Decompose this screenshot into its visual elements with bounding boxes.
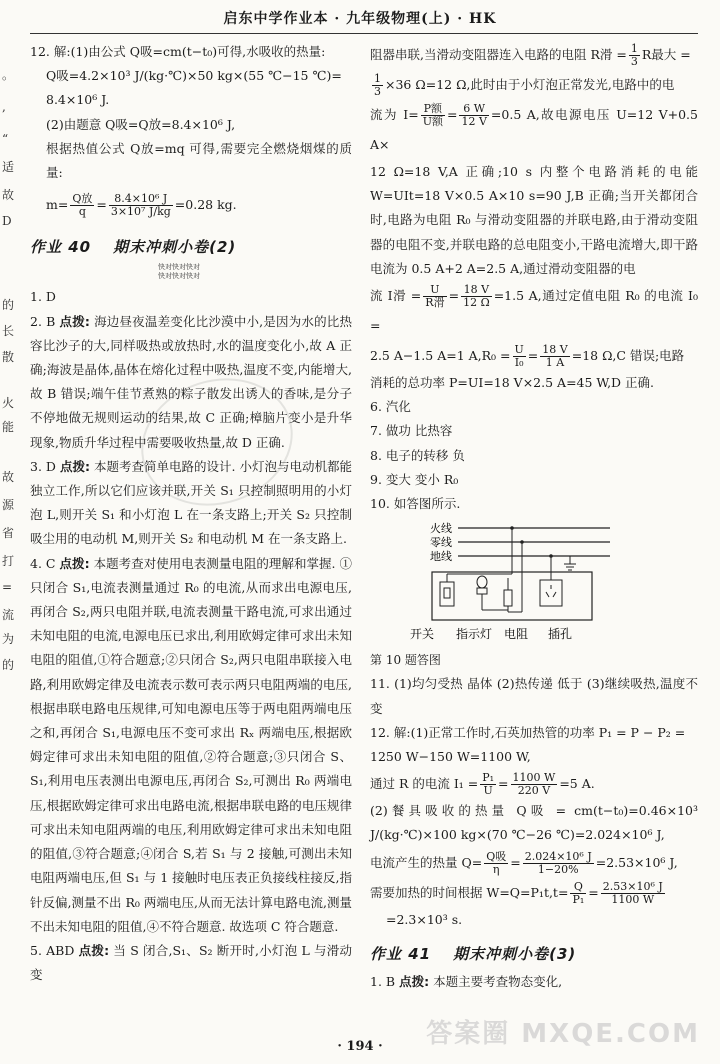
- fraction-numerator: P额: [421, 103, 445, 116]
- right-line: [370, 281, 698, 341]
- q12-line: 8.4×10⁶ J.: [46, 92, 110, 108]
- right-line: [370, 70, 698, 100]
- socket-pin: [553, 592, 556, 597]
- fraction-denominator: 12 V: [461, 115, 487, 128]
- section-title: 期末冲刺小卷(2): [113, 238, 237, 257]
- answer-12-line: [370, 878, 698, 908]
- text: =5 A.: [559, 776, 595, 792]
- lamp-base: [477, 588, 487, 594]
- figure-caption: 第 10 题答图: [370, 653, 441, 668]
- text: 电流产生的热量 Q=: [370, 854, 483, 870]
- right-line: [370, 100, 698, 160]
- edge-char: 省: [2, 526, 15, 540]
- tip-label: 点拨:: [59, 458, 90, 474]
- right-line: [370, 341, 698, 371]
- fraction-numerator: 1: [630, 42, 638, 55]
- answer-10: 10. 如答图所示.: [370, 496, 461, 512]
- edge-char: 能: [2, 420, 15, 434]
- wire-label-ground: 地线: [430, 550, 452, 564]
- junction: [520, 540, 524, 544]
- fraction-denominator: 220 V: [517, 784, 551, 798]
- header-rule: [30, 33, 698, 34]
- q12-line: 根据热值公式 Q放=mq 可得,需要完全燃烧烟煤的质量:: [46, 140, 352, 181]
- fraction-denominator: I₀: [514, 356, 524, 370]
- answer-number: 5. ABD: [30, 942, 75, 958]
- text: 阻器串联,当滑动变阻器连入电路的电阻 R滑 =: [370, 47, 627, 62]
- fraction-denominator: U: [483, 784, 493, 798]
- text: =: [498, 776, 509, 792]
- fraction: [513, 344, 526, 369]
- answer-41-1: [370, 970, 698, 994]
- formula-eq: =: [96, 197, 107, 213]
- switch-symbol: [440, 582, 454, 606]
- text: =: [448, 288, 460, 304]
- edge-char: 源: [2, 498, 15, 512]
- right-line: 消耗的总功率 P=UI=18 V×2.5 A=45 W,D 正确.: [370, 375, 655, 391]
- fraction-numerator: 1100 W: [512, 771, 556, 785]
- fraction-numerator: Q放: [72, 192, 93, 206]
- part-label-socket: 插孔: [548, 627, 573, 642]
- wire-label-neutral: 零线: [430, 536, 452, 550]
- section-note: 快对快对快对: [158, 272, 200, 281]
- tip-label: 点拨:: [59, 555, 90, 571]
- fraction-denominator: 12 Ω: [463, 296, 490, 310]
- left-column: [30, 40, 352, 987]
- fraction-denominator: P₁: [572, 892, 585, 906]
- junction: [549, 554, 553, 558]
- edge-char: 散: [2, 350, 15, 364]
- text: 需要加热的时间根据 W=Q=P₁t,t=: [370, 884, 569, 900]
- text: =: [447, 107, 458, 122]
- edge-char: 火: [2, 396, 15, 410]
- section-heading-41: [370, 942, 698, 966]
- edge-char: 的: [2, 658, 15, 672]
- answer-12-line: 12. 解:(1)正常工作时,石英加热管的功率 P₁ = P − P₂ =: [370, 724, 686, 740]
- tip-label: 点拨:: [59, 313, 90, 329]
- text: ×36 Ω=12 Ω,此时由于小灯泡正常发光,电路中的电: [385, 77, 675, 92]
- fraction: [570, 881, 586, 906]
- text: 流 I滑 =: [370, 288, 422, 304]
- section-label: 作业 41: [370, 944, 432, 963]
- edge-char: 打: [2, 554, 15, 568]
- answer-8: 8. 电子的转移 负: [370, 447, 465, 463]
- right-column: [370, 40, 698, 994]
- answer-text: 本题考查对使用电表测量电阻的理解和掌握. ①只闭合 S₁,电流表测量通过 R₀ 的电流,从而求出电源电压,再闭合 S₂,两只电阻并联,电流表测量干路电流,可求出通过未知电阻的电流,电源电压已求出,利用欧姆定律可求出未知电阻的阻值,①符合题意;②只闭合 S₂,两只电阻串联接入电路,利用欧姆定律及电流表示数可表示两只电阻两端的电压,根据串联电路电压规律,可知电源电压等于两电阻两端电压之和,再闭合 S₁,电源电压不变可求出 Rₓ 两端电压,根据欧姆定律可求出未知电阻的阻值,②符合题意;③只闭合 S、S₁,利用电压表测出电源电压,再闭合 S₂,可测出 R₀ 两端电压,根据欧姆定律可求出电路电流,根据串联电路的电压规律可求出未知电阻两端的电压,利用欧姆定律可求出未知电阻的阻值,③符合题意;④闭合 S,若 S₁ 与 2 接触,可测出未知电阻两端电压,但 S₁ 与 1 接触时电压表正负接线柱接反,指针反偏,测量不出 R₀ 两端电压,从而无法计算电路电流,测量不出未知电阻的阻值,④不符合题意. 故选项 C 符合题意.: [30, 555, 353, 934]
- answer-text: 海边昼夜温差变化比沙漠中小,是因为水的比热容比沙子的大,同样吸热或放热时,水的温度变化小,故 A 正确;海波是晶体,晶体在熔化过程中吸热,温度不变,内能增大,故 B 错误;端午佳节煮熟的粽子散发出诱人的香味,是分子不停地做无规则运动的结果,故 C 正确;樟脑片变小是升华现象,物质升华过程中需要吸收热量,故 D 正确.: [30, 313, 352, 450]
- fraction-denominator: 1 A: [545, 356, 565, 370]
- section-note: 快对快对快对: [158, 263, 200, 272]
- right-line: [370, 40, 698, 70]
- fraction-denominator: R滑: [425, 296, 445, 310]
- edge-char: 故: [2, 470, 15, 484]
- answer-4: [30, 552, 352, 939]
- fraction-denominator: 1−20%: [537, 862, 579, 876]
- indicator-lamp: [477, 576, 487, 588]
- fraction: [480, 772, 496, 797]
- formula-result: =0.28 kg.: [174, 197, 237, 213]
- text: =: [510, 854, 521, 870]
- fraction: [109, 193, 173, 218]
- socket-symbol: [540, 580, 562, 606]
- fraction-numerator: 1: [374, 72, 381, 85]
- answer-7: 7. 做功 比热容: [370, 423, 453, 439]
- answer-12-line: (2)餐具吸收的热量 Q吸 = cm(t−t₀)=0.46×10³ J/(kg·℃)×100 kg×(70 ℃−26 ℃)=2.024×10⁶ J,: [370, 803, 698, 843]
- part-label-lamp: 指示灯: [456, 627, 493, 642]
- q12-mass-formula: [30, 185, 352, 225]
- part-label-switch: 开关: [410, 627, 435, 642]
- fraction: [372, 73, 383, 98]
- q12-line: (2)由题意 Q吸=Q放=8.4×10⁶ J,: [46, 116, 236, 132]
- text: 流为 I=: [370, 107, 419, 122]
- answer-3: [30, 455, 352, 552]
- text: =: [588, 884, 599, 900]
- edge-char: 适: [2, 160, 15, 174]
- answer-number: 4. C: [30, 555, 56, 571]
- fraction-denominator: 1100 W: [611, 892, 655, 906]
- fraction: [459, 103, 488, 128]
- tip-label: 点拨:: [399, 974, 430, 990]
- answer-text: 本题主要考查物态变化,: [433, 974, 563, 990]
- answer-number: 1. B: [370, 974, 396, 990]
- fraction-denominator: 3: [630, 55, 638, 68]
- answer-12-line: [370, 848, 698, 878]
- fraction-numerator: Q吸: [486, 849, 507, 863]
- junction: [510, 526, 514, 530]
- answer-number: 2. B: [30, 313, 56, 329]
- tip-label: 点拨:: [78, 942, 110, 958]
- fraction: [423, 284, 446, 309]
- fraction: [601, 881, 665, 906]
- switch-toggle: [444, 588, 450, 598]
- right-paragraph: 12 Ω=18 V,A 正确;10 s 内整个电路消耗的电能 W=UIt=18 V×0.5 A×10 s=90 J,B 正确;当开关都闭合时,电路为电阻 R₀ 与滑动变阻器的并联电路,由于滑动变阻器的电阻不变,并联电路的总电阻变小,干路电流增大,即干路电流为 0.5 A+2 A=2.5 A,通过滑动变阻器的电: [370, 164, 698, 276]
- page-header: 启东中学作业本 · 九年级物理(上) · HK: [223, 11, 497, 27]
- text: 通过 R 的电流 I₁ =: [370, 776, 479, 792]
- answer-11: 11. (1)均匀受热 晶体 (2)热传递 低于 (3)继续吸热,温度不变: [370, 676, 698, 716]
- fraction-denominator: η: [492, 862, 500, 876]
- answer-text: 本题考查简单电路的设计. 小灯泡与电动机都能独立工作,所以它们应该并联,开关 S₁ 只控制照明用的小灯泡 L,则开关 S₁ 和小灯泡 L 在一条支路上;开关 S₂ 只控制吸尘用的电动机 M,则开关 S₂ 和电动机 M 在一条支路上.: [30, 458, 353, 547]
- edge-char: ,: [2, 100, 6, 114]
- fraction: [461, 284, 492, 309]
- edge-char: D: [2, 214, 12, 228]
- socket-pin: [546, 592, 549, 597]
- fraction-numerator: P₁: [482, 771, 495, 785]
- fraction-numerator: 18 V: [542, 343, 568, 357]
- fraction-numerator: Q: [570, 881, 586, 894]
- circuit-figure: [370, 520, 698, 648]
- fraction: [70, 193, 94, 218]
- edge-char: “: [2, 132, 9, 146]
- formula-prefix: m=: [46, 197, 69, 213]
- answer-5: [30, 939, 352, 987]
- fraction-numerator: U: [514, 343, 524, 357]
- text: =1.5 A,通过定值电阻 R₀ 的电流 I₀ =: [370, 288, 699, 334]
- edge-char: 长: [2, 324, 15, 338]
- fraction-numerator: U: [423, 284, 446, 297]
- section-title: 期末冲刺小卷(3): [453, 944, 577, 963]
- fraction-numerator: 2.024×10⁶ J: [524, 849, 592, 863]
- answer-12-line: 1250 W−150 W=1100 W,: [370, 749, 531, 765]
- answer-number: 3. D: [30, 458, 56, 474]
- fraction: [421, 103, 445, 128]
- wire-label-live: 火线: [430, 522, 452, 536]
- answer-12-line: =2.3×10³ s.: [386, 911, 463, 927]
- fraction-denominator: 3×10⁷ J/kg: [110, 205, 171, 219]
- fraction: [523, 851, 594, 876]
- fraction-denominator: q: [78, 205, 86, 219]
- answer-2: [30, 310, 352, 455]
- watermark-logo: 答案圈 MXQE.COM: [426, 1019, 700, 1049]
- edge-char: 。: [2, 68, 15, 82]
- answer-9: 9. 变大 变小 R₀: [370, 471, 459, 487]
- text: =: [527, 348, 539, 364]
- edge-char: =: [2, 580, 13, 594]
- answer-12-line: [370, 769, 698, 799]
- fraction-denominator: 3: [374, 85, 381, 98]
- fraction: [511, 772, 558, 797]
- answer-text: 当 S 闭合,S₁、S₂ 断开时,小灯泡 L 与滑动变: [30, 942, 353, 983]
- page-number: · 194 ·: [337, 1039, 383, 1054]
- resistor-symbol: [504, 590, 512, 606]
- fraction-numerator: 2.53×10⁶ J: [602, 879, 663, 893]
- section-label: 作业 40: [30, 238, 92, 257]
- edge-char: 故: [2, 188, 15, 202]
- text: =18 Ω,C 错误;电路: [571, 348, 685, 364]
- fraction: [484, 851, 508, 876]
- fraction-numerator: 8.4×10⁶ J: [109, 193, 173, 206]
- answer-6: 6. 汽化: [370, 399, 411, 415]
- answer-1: 1. D: [30, 289, 56, 305]
- edge-char: 流: [2, 608, 15, 622]
- q12-line: 12. 解:(1)由公式 Q吸=cm(t−t₀)可得,水吸收的热量:: [30, 44, 326, 59]
- part-label-resistor: 电阻: [504, 627, 529, 642]
- text: 2.5 A−1.5 A=1 A,R₀ =: [370, 348, 511, 364]
- fraction-numerator: 18 V: [461, 284, 492, 297]
- text: =2.53×10⁶ J,: [595, 854, 678, 870]
- fraction: [540, 344, 569, 369]
- q12-line: Q吸=4.2×10³ J/(kg·℃)×50 kg×(55 ℃−15 ℃)=: [46, 68, 342, 84]
- fraction-numerator: 6 W: [459, 103, 488, 116]
- section-heading-40: [30, 235, 352, 259]
- text: =0.5 A,故电源电压 U=12 V+0.5 A×: [370, 107, 698, 152]
- fraction: [629, 43, 640, 68]
- fraction-denominator: U额: [422, 115, 443, 128]
- edge-char: 为: [2, 632, 15, 646]
- text: R最大 =: [641, 47, 691, 62]
- circuit-diagram: [370, 520, 698, 648]
- edge-char: 的: [2, 298, 15, 312]
